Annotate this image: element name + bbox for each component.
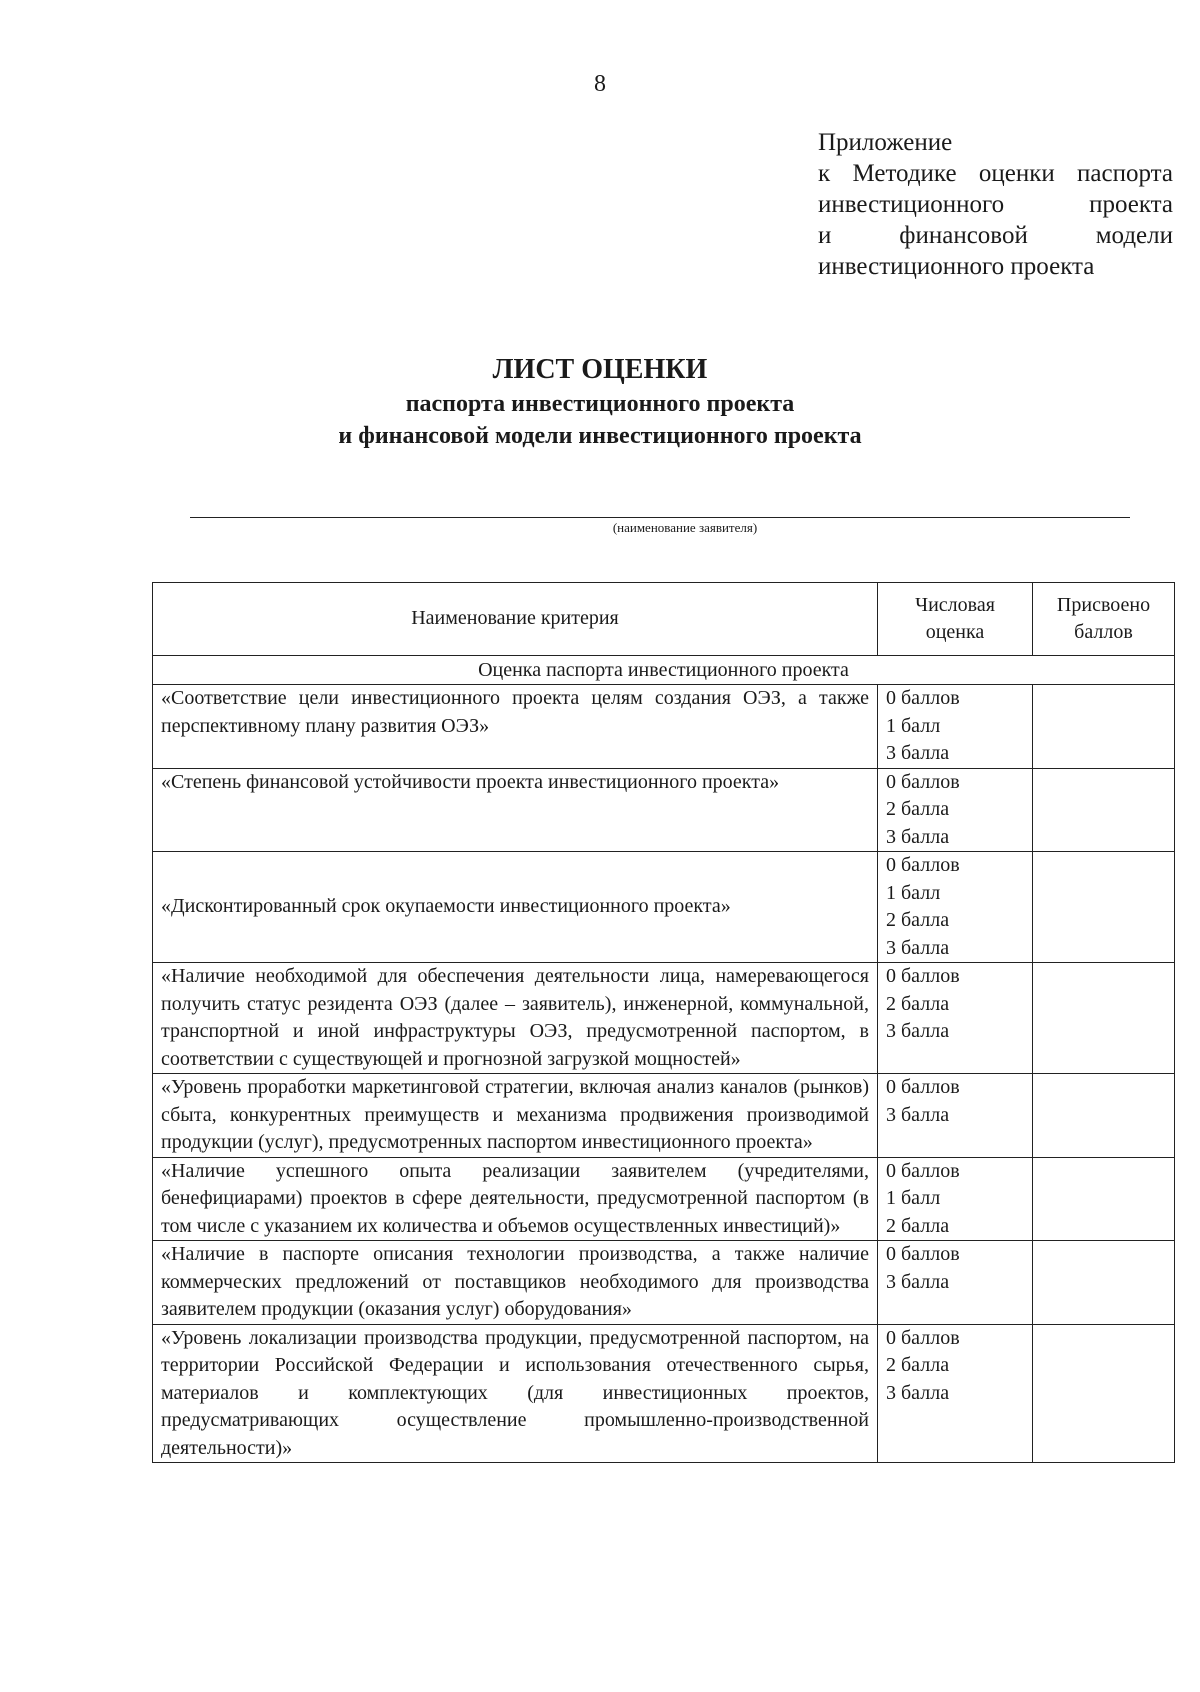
criterion-cell: «Соответствие цели инвестиционного проекта целям создания ОЭЗ, а также перспективному плану развития ОЭЗ» xyxy=(153,685,878,769)
title-subtitle: паспорта инвестиционного проекта xyxy=(405,391,795,417)
score-cell xyxy=(878,1241,1033,1325)
appendix-line: инвестиционного проекта xyxy=(818,253,1095,280)
document-title xyxy=(0,352,1200,452)
assigned-points-cell[interactable] xyxy=(1033,768,1175,852)
score-option: 3 балла xyxy=(886,825,950,848)
score-cell xyxy=(878,963,1033,1074)
applicant-caption: (наименование заявителя) xyxy=(612,520,758,535)
table-row xyxy=(153,768,1175,852)
title-subtitle: и финансовой модели инвестиционного проекта xyxy=(338,423,862,449)
score-option: 2 балла xyxy=(886,1354,950,1376)
score-option: 1 балл xyxy=(886,881,941,904)
assigned-points-cell[interactable] xyxy=(1033,852,1175,963)
appendix-line: инвестиционного проекта xyxy=(818,191,1173,218)
score-option: 0 баллов xyxy=(886,1159,960,1182)
score-option: 2 балла xyxy=(886,798,950,820)
assigned-points-cell[interactable] xyxy=(1033,1241,1175,1325)
assigned-points-cell[interactable] xyxy=(1033,1074,1175,1158)
criterion-cell: «Наличие в паспорте описания технологии производства, а также наличие коммерческих предложений от поставщиков необходимого для производства заявителем продукции (оказания услуг) оборудования» xyxy=(153,1241,878,1325)
score-option: 0 баллов xyxy=(886,687,960,709)
title-main: ЛИСТ ОЦЕНКИ xyxy=(492,354,708,385)
score-option: 0 баллов xyxy=(886,1076,960,1098)
table-row xyxy=(153,1324,1175,1463)
criterion-cell: «Уровень проработки маркетинговой стратегии, включая анализ каналов (рынков) сбыта, конкурентных преимуществ и механизма продвижения производимой продукции (услуг), предусмотренных паспортом инвестиционного проекта» xyxy=(153,1074,878,1158)
section-title: Оценка паспорта инвестиционного проекта xyxy=(153,656,1175,685)
assigned-points-cell[interactable] xyxy=(1033,685,1175,769)
table-row xyxy=(153,1241,1175,1325)
assigned-points-cell[interactable] xyxy=(1033,1157,1175,1241)
score-cell xyxy=(878,768,1033,852)
score-option: 0 баллов xyxy=(886,1243,960,1265)
score-option: 3 балла xyxy=(886,936,950,959)
score-option: 3 балла xyxy=(886,1103,950,1126)
score-option: 1 балл xyxy=(886,1187,941,1209)
score-option: 1 балл xyxy=(886,714,941,737)
criterion-cell: «Наличие успешного опыта реализации заявителем (учредителями, бенефициарами) проектов в сфере деятельности, предусмотренной паспортом (в том числе с указанием их количества и объемов осуществленных инвестиций)» xyxy=(153,1157,878,1241)
score-option: 3 балла xyxy=(886,1020,950,1042)
appendix-block xyxy=(818,127,1173,282)
score-option: 0 баллов xyxy=(886,965,960,987)
appendix-line: к Методике оценки паспорта xyxy=(818,160,1173,187)
assigned-points-cell[interactable] xyxy=(1033,963,1175,1074)
appendix-line: и финансовой модели xyxy=(818,222,1173,249)
table-row xyxy=(153,685,1175,769)
score-option: 0 баллов xyxy=(886,1326,960,1349)
score-cell xyxy=(878,685,1033,769)
assigned-points-cell[interactable] xyxy=(1033,1324,1175,1463)
score-cell xyxy=(878,1157,1033,1241)
score-option: 3 балла xyxy=(886,1270,950,1293)
table-row xyxy=(153,963,1175,1074)
score-option: 2 балла xyxy=(886,909,950,931)
score-option: 3 балла xyxy=(886,1381,950,1404)
table-row xyxy=(153,1074,1175,1158)
applicant-name-line xyxy=(190,517,1130,518)
header-assigned: Присвоено баллов xyxy=(1033,583,1175,656)
criterion-cell: «Уровень локализации производства продукции, предусмотренной паспортом, на территории Российской Федерации и использования отечественного сырья, материалов и комплектующих (для инвестиционных проектов, предусматривающих осуществление промышленно-производственной деятельности)» xyxy=(153,1324,878,1463)
header-score: Числовая оценка xyxy=(878,583,1033,656)
score-option: 0 баллов xyxy=(886,854,960,876)
page-number: 8 xyxy=(594,71,606,97)
score-cell xyxy=(878,1074,1033,1158)
section-row xyxy=(153,656,1175,685)
header-criterion: Наименование критерия xyxy=(153,583,878,656)
table-row xyxy=(153,852,1175,963)
score-option: 2 балла xyxy=(886,992,950,1015)
score-option: 2 балла xyxy=(886,1214,950,1237)
evaluation-table xyxy=(152,582,1175,1463)
criterion-cell: «Степень финансовой устойчивости проекта инвестиционного проекта» xyxy=(153,768,878,852)
appendix-line: Приложение xyxy=(818,129,953,156)
criterion-cell: «Наличие необходимой для обеспечения деятельности лица, намеревающегося получить статус резидента ОЭЗ (далее – заявитель), инженерной, коммунальной, транспортной и иной инфраструктуры ОЭЗ, предусмотренной паспортом, в соответствии с существующей и прогнозной загрузкой мощностей» xyxy=(153,963,878,1074)
score-cell xyxy=(878,852,1033,963)
table-row xyxy=(153,1157,1175,1241)
criterion-cell: «Дисконтированный срок окупаемости инвестиционного проекта» xyxy=(153,852,878,963)
score-option: 3 балла xyxy=(886,742,950,764)
table-header-row xyxy=(153,583,1175,656)
score-cell xyxy=(878,1324,1033,1463)
score-option: 0 баллов xyxy=(886,770,960,793)
